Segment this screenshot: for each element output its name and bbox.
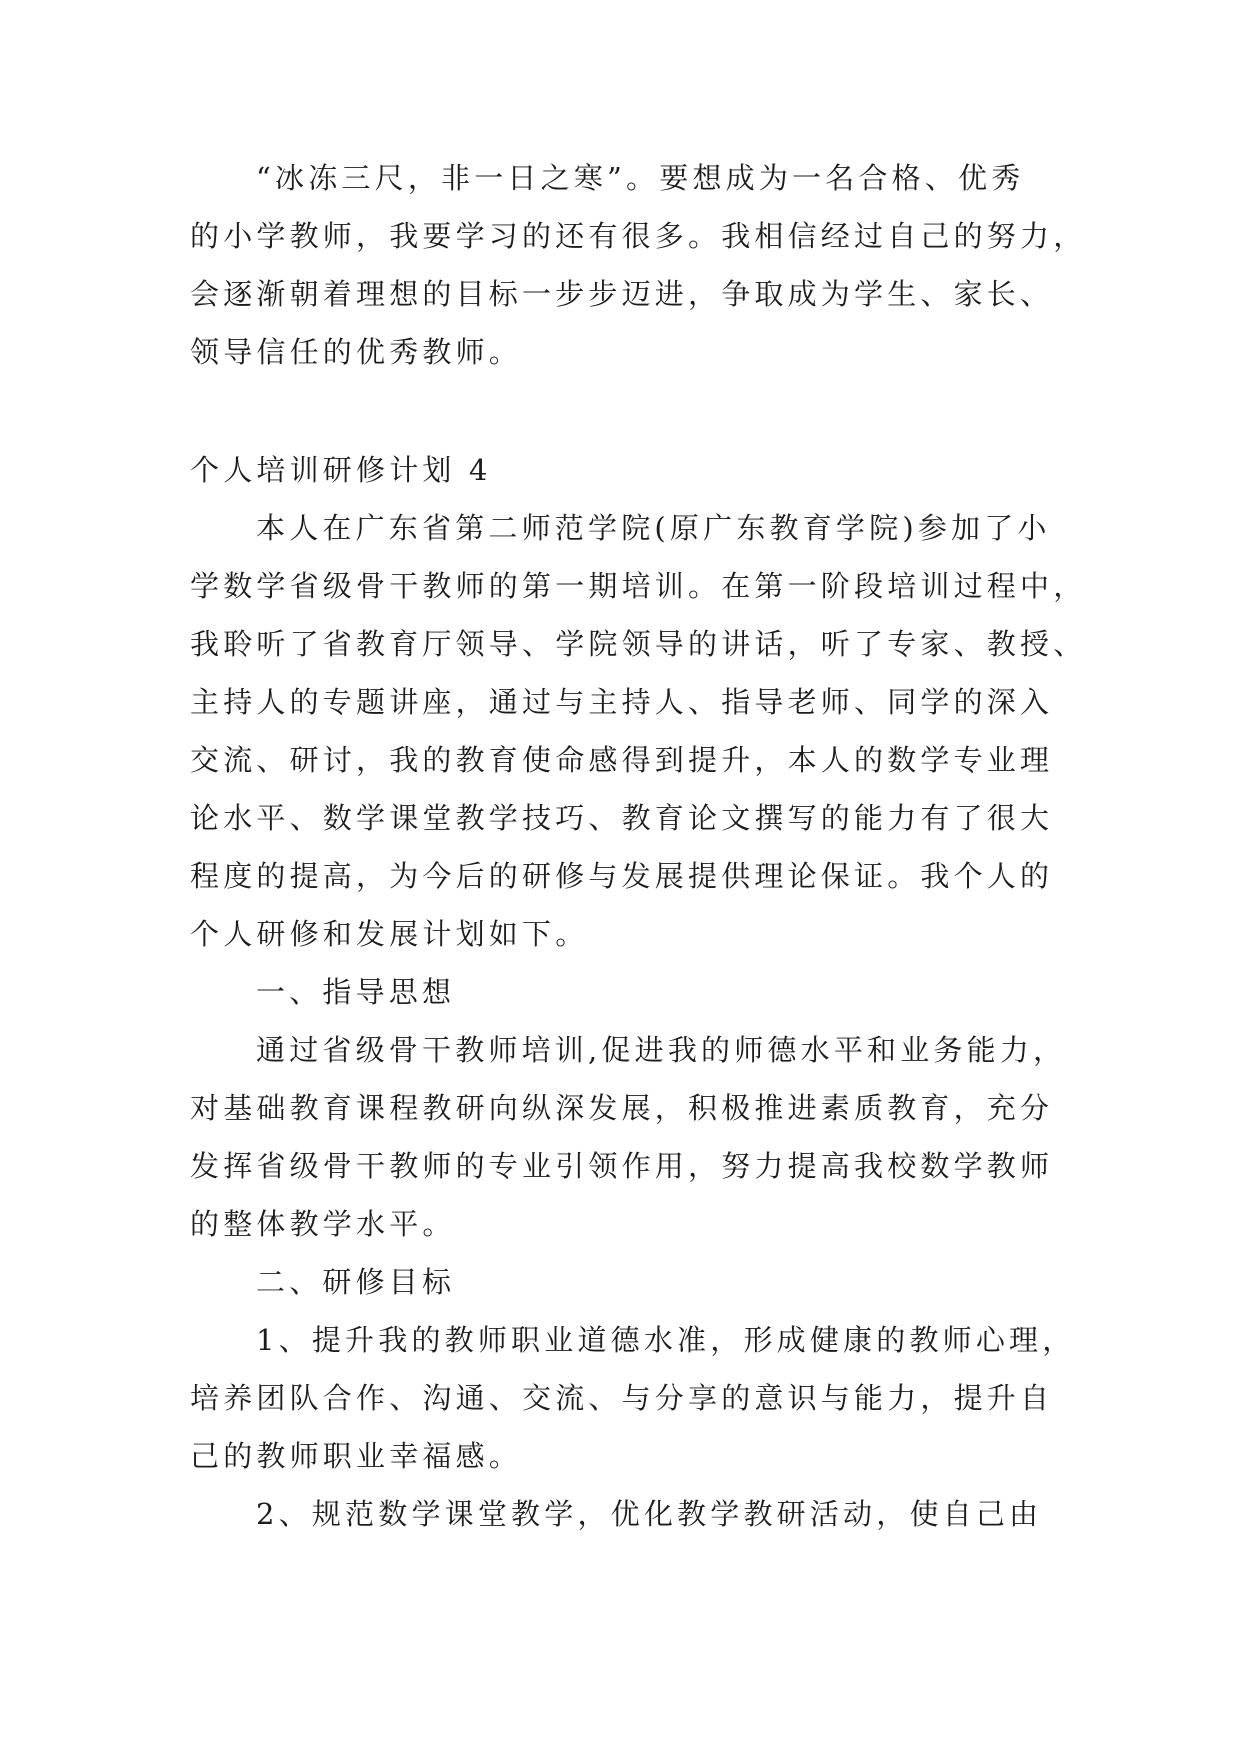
- paragraph-line: 通过省级骨干教师培训,促进我的师德水平和业务能力，: [256, 1033, 1067, 1067]
- paragraph-line: 会逐渐朝着理想的目标一步步迈进，争取成为学生、家长、: [190, 277, 1054, 311]
- paragraph-line: 己的教师职业幸福感。: [190, 1439, 523, 1473]
- paragraph-line: 学数学省级骨干教师的第一期培训。在第一阶段培训过程中，: [190, 569, 1087, 603]
- paragraph-line: 2、规范数学课堂教学，优化教学教研活动，使自己由: [256, 1497, 1043, 1531]
- paragraph-line: 的小学教师，我要学习的还有很多。我相信经过自己的努力，: [190, 219, 1087, 253]
- paragraph-line: 交流、研讨，我的教育使命感得到提升，本人的数学专业理: [190, 743, 1054, 777]
- paragraph-line: 程度的提高，为今后的研修与发展提供理论保证。我个人的: [190, 859, 1054, 893]
- paragraph-line: “冰冻三尺，非一日之寒”。要想成为一名合格、优秀: [256, 161, 1025, 195]
- subheading: 二、研修目标: [256, 1265, 456, 1299]
- paragraph-line: 我聆听了省教育厅领导、学院领导的讲话，听了专家、教授、: [190, 627, 1087, 661]
- paragraph-line: 对基础教育课程教研向纵深发展，积极推进素质教育，充分: [190, 1091, 1054, 1125]
- subheading: 一、指导思想: [256, 975, 456, 1009]
- paragraph-line: 论水平、数学课堂教学技巧、教育论文撰写的能力有了很大: [190, 801, 1054, 835]
- paragraph-line: 本人在广东省第二师范学院(原广东教育学院)参加了小: [256, 511, 1051, 545]
- paragraph-line: 培养团队合作、沟通、交流、与分享的意识与能力，提升自: [190, 1381, 1054, 1415]
- paragraph-line: 个人研修和发展计划如下。: [190, 917, 589, 951]
- paragraph-line: 主持人的专题讲座，通过与主持人、指导老师、同学的深入: [190, 685, 1054, 719]
- paragraph-line: 的整体教学水平。: [190, 1207, 456, 1241]
- paragraph-line: 领导信任的优秀教师。: [190, 335, 523, 369]
- section-title: 个人培训研修计划 4: [190, 453, 492, 487]
- paragraph-line: 1、提升我的教师职业道德水准，形成健康的教师心理，: [256, 1323, 1076, 1357]
- paragraph-line: 发挥省级骨干教师的专业引领作用，努力提高我校数学教师: [190, 1149, 1054, 1183]
